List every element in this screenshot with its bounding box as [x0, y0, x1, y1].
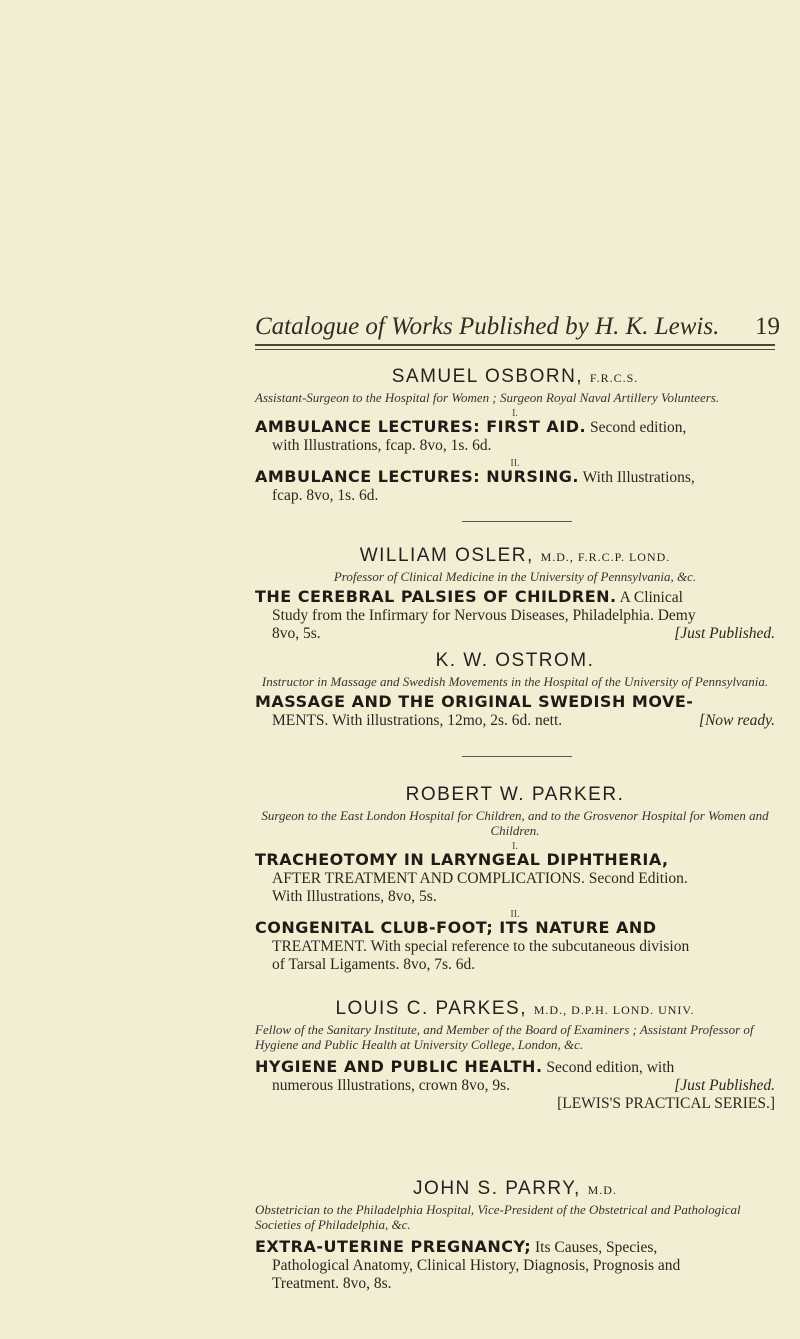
- author-position: Assistant-Surgeon to the Hospital for Women ; Surgeon Royal Naval Artillery Volunteers.: [255, 390, 720, 405]
- section-separator: [462, 756, 572, 757]
- entry-osler: [255, 545, 775, 643]
- publication-note: [Just Published.: [674, 625, 775, 642]
- page-number: 19: [755, 313, 780, 340]
- work-desc-line: Study from the Infirmary for Nervous Diseases, Philadelphia. Demy: [272, 607, 696, 624]
- work-title-line: [255, 1058, 775, 1077]
- section-separator: [462, 521, 572, 522]
- work-title: CONGENITAL CLUB-FOOT; ITS NATURE AND: [255, 918, 657, 937]
- work-title-line: [255, 693, 775, 712]
- work-desc-line: Treatment. 8vo, 8s.: [272, 1275, 392, 1292]
- publication-note: [Now ready.: [698, 712, 775, 729]
- author-position: Instructor in Massage and Swedish Movements in the Hospital of the University of Pennsylvania.: [261, 674, 769, 689]
- work-desc-line: with Illustrations, fcap. 8vo, 1s. 6d.: [272, 437, 492, 454]
- work-title: TRACHEOTOMY IN LARYNGEAL DIPHTHERIA,: [255, 850, 669, 869]
- work-desc-line: [255, 712, 775, 730]
- work-desc-line: TREATMENT. With special reference to the subcutaneous division: [272, 938, 690, 955]
- work-title: AMBULANCE LECTURES: FIRST AID.: [255, 417, 587, 436]
- work-title: EXTRA-UTERINE PREGNANCY;: [255, 1237, 532, 1256]
- author-name: [255, 366, 775, 388]
- running-title: Catalogue of Works Published by H. K. Lewis.: [255, 313, 720, 340]
- author-quals: M.D.: [587, 1183, 617, 1197]
- work-title-line: [255, 588, 775, 607]
- work-desc-line: Pathological Anatomy, Clinical History, Diagnosis, Prognosis and: [272, 1257, 681, 1274]
- work-title-line: [255, 919, 775, 938]
- work-desc: Second edition,: [590, 419, 687, 436]
- author-name: [255, 650, 775, 672]
- work-desc-line: fcap. 8vo, 1s. 6d.: [272, 487, 379, 504]
- author-position: Fellow of the Sanitary Institute, and Member of the Board of Examiners ; Assistant Professor of Hygiene and Public Health at University College, London, &c.: [255, 1022, 754, 1052]
- work-desc-line: [255, 625, 775, 643]
- entry-parkes: [255, 998, 775, 1113]
- work-title-line: [255, 851, 775, 870]
- work-numeral: II.: [510, 909, 520, 920]
- author-name: [255, 998, 775, 1020]
- running-head: [255, 313, 780, 341]
- work-title-line: [255, 1238, 775, 1257]
- work-desc: A Clinical: [619, 589, 683, 606]
- author-text: WILLIAM OSLER,: [359, 545, 534, 566]
- author-quals: M.D., F.R.C.P. LOND.: [540, 550, 671, 564]
- work-desc-line: AFTER TREATMENT AND COMPLICATIONS. Second Edition.: [272, 870, 688, 887]
- work-desc-line: [255, 1077, 775, 1095]
- author-position: Professor of Clinical Medicine in the University of Pennsylvania, &c.: [333, 569, 697, 584]
- work-desc-line: With Illustrations, 8vo, 5s.: [272, 888, 437, 905]
- author-quals: M.D., D.P.H. LOND. UNIV.: [533, 1003, 695, 1017]
- author-text: LOUIS C. PARKES,: [335, 998, 527, 1019]
- publication-note: [Just Published.: [674, 1077, 775, 1094]
- series-note: [LEWIS'S PRACTICAL SERIES.]: [557, 1095, 775, 1112]
- work-title-line: [255, 418, 775, 437]
- work-title-line: [255, 468, 775, 487]
- work-title: MASSAGE AND THE ORIGINAL SWEDISH MOVE-: [255, 692, 694, 711]
- author-text: JOHN S. PARRY,: [413, 1178, 581, 1199]
- work-desc: 8vo, 5s.: [272, 625, 321, 642]
- author-name: [255, 1178, 775, 1200]
- author-name: [255, 784, 775, 806]
- work-title: THE CEREBRAL PALSIES OF CHILDREN.: [255, 587, 617, 606]
- entry-osborn: [255, 366, 775, 505]
- work-numeral: I.: [512, 841, 518, 852]
- work-desc: numerous Illustrations, crown 8vo, 9s.: [272, 1077, 511, 1094]
- entry-parker: [255, 784, 775, 974]
- author-name: [255, 545, 775, 567]
- author-position: Obstetrician to the Philadelphia Hospital, Vice-President of the Obstetrical and Pathological Societies of Philadelphia, &c.: [255, 1202, 741, 1232]
- work-title: HYGIENE AND PUBLIC HEALTH.: [255, 1057, 543, 1076]
- work-desc: With Illustrations,: [582, 469, 695, 486]
- author-quals: F.R.C.S.: [589, 371, 639, 385]
- entry-parry: [255, 1178, 775, 1293]
- work-desc: MENTS. With illustrations, 12mo, 2s. 6d. nett.: [272, 712, 563, 729]
- work-desc: Second edition, with: [546, 1059, 675, 1076]
- work-numeral: II.: [510, 458, 520, 469]
- author-position: Surgeon to the East London Hospital for Children, and to the Grosvenor Hospital for Women and Children.: [261, 808, 769, 838]
- author-text: SAMUEL OSBORN,: [391, 366, 584, 387]
- author-text: K. W. OSTROM.: [435, 650, 595, 671]
- work-desc-line: of Tarsal Ligaments. 8vo, 7s. 6d.: [272, 956, 476, 973]
- entry-ostrom: [255, 650, 775, 730]
- author-text: ROBERT W. PARKER.: [405, 784, 625, 805]
- work-title: AMBULANCE LECTURES: NURSING.: [255, 467, 579, 486]
- work-numeral: I.: [512, 408, 518, 419]
- work-desc: Its Causes, Species,: [535, 1239, 658, 1256]
- header-rule: [255, 344, 775, 350]
